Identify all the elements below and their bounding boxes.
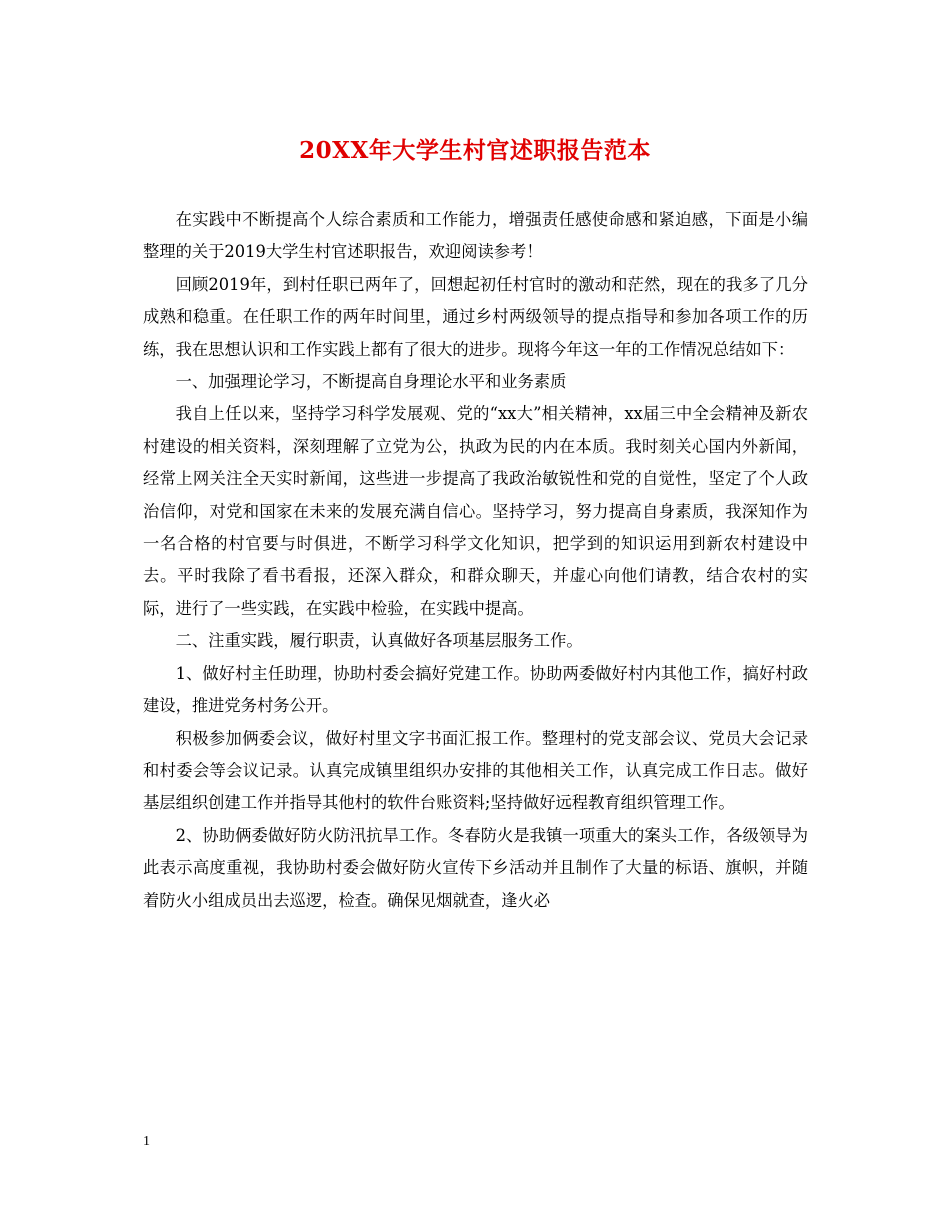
document-body [143,204,808,917]
paragraph-meetings: 积极参加俩委会议，做好村里文字书面汇报工作。整理村的党支部会议、党员大会记录和村委会等会议记录。认真完成镇里组织办安排的其他相关工作，认真完成工作日志。做好基层组织创建工作并指导其他村的软件台账资料;坚持做好远程教育组织管理工作。 [143,728,808,813]
section-heading-1: 一、加强理论学习，不断提高自身理论水平和业务素质 [175,372,567,392]
paragraph-intro: 在实践中不断提高个人综合素质和工作能力，增强责任感使命感和紧迫感，下面是小编整理的关于2019大学生村官述职报告，欢迎阅读参考！ [143,210,808,262]
paragraph-item-2: 2、协助俩委做好防火防汛抗旱工作。冬春防火是我镇一项重大的案头工作，各级领导为此表示高度重视，我协助村委会做好防火宣传下乡活动并且制作了大量的标语、旗帜，并随着防火小组成员出去巡逻，检查。确保见烟就查，逢火必 [143,825,808,910]
document-title: 20XX年大学生村官述职报告范本 [299,137,651,164]
paragraph-review: 回顾2019年，到村任职已两年了，回想起初任村官时的激动和茫然，现在的我多了几分成熟和稳重。在任职工作的两年时间里，通过乡村两级领导的提点指导和参加各项工作的历练，我在思想认识和工作实践上都有了很大的进步。现将今年这一年的工作情况总结如下： [143,274,808,359]
paragraph-study: 我自上任以来，坚持学习科学发展观、党的“xx大”相关精神，xx届三中全会精神及新农村建设的相关资料，深刻理解了立党为公，执政为民的内在本质。我时刻关心国内外新闻，经常上网关注全天实时新闻，这些进一步提高了我政治敏锐性和党的自觉性，坚定了个人政治信仰，对党和国家在未来的发展充满自信心。坚持学习，努力提高自身素质，我深知作为一名合格的村官要与时俱进，不断学习科学文化知识，把学到的知识运用到新农村建设中去。平时我除了看书看报，还深入群众，和群众聊天，并虚心向他们请教，结合农村的实际，进行了一些实践，在实践中检验，在实践中提高。 [143,404,808,618]
section-heading-2: 二、注重实践，履行职责，认真做好各项基层服务工作。 [175,631,583,651]
page-number: 1 [143,1134,150,1149]
paragraph-item-1: 1、做好村主任助理，协助村委会搞好党建工作。协助两委做好村内其他工作，搞好村政建设，推进党务村务公开。 [143,663,808,716]
